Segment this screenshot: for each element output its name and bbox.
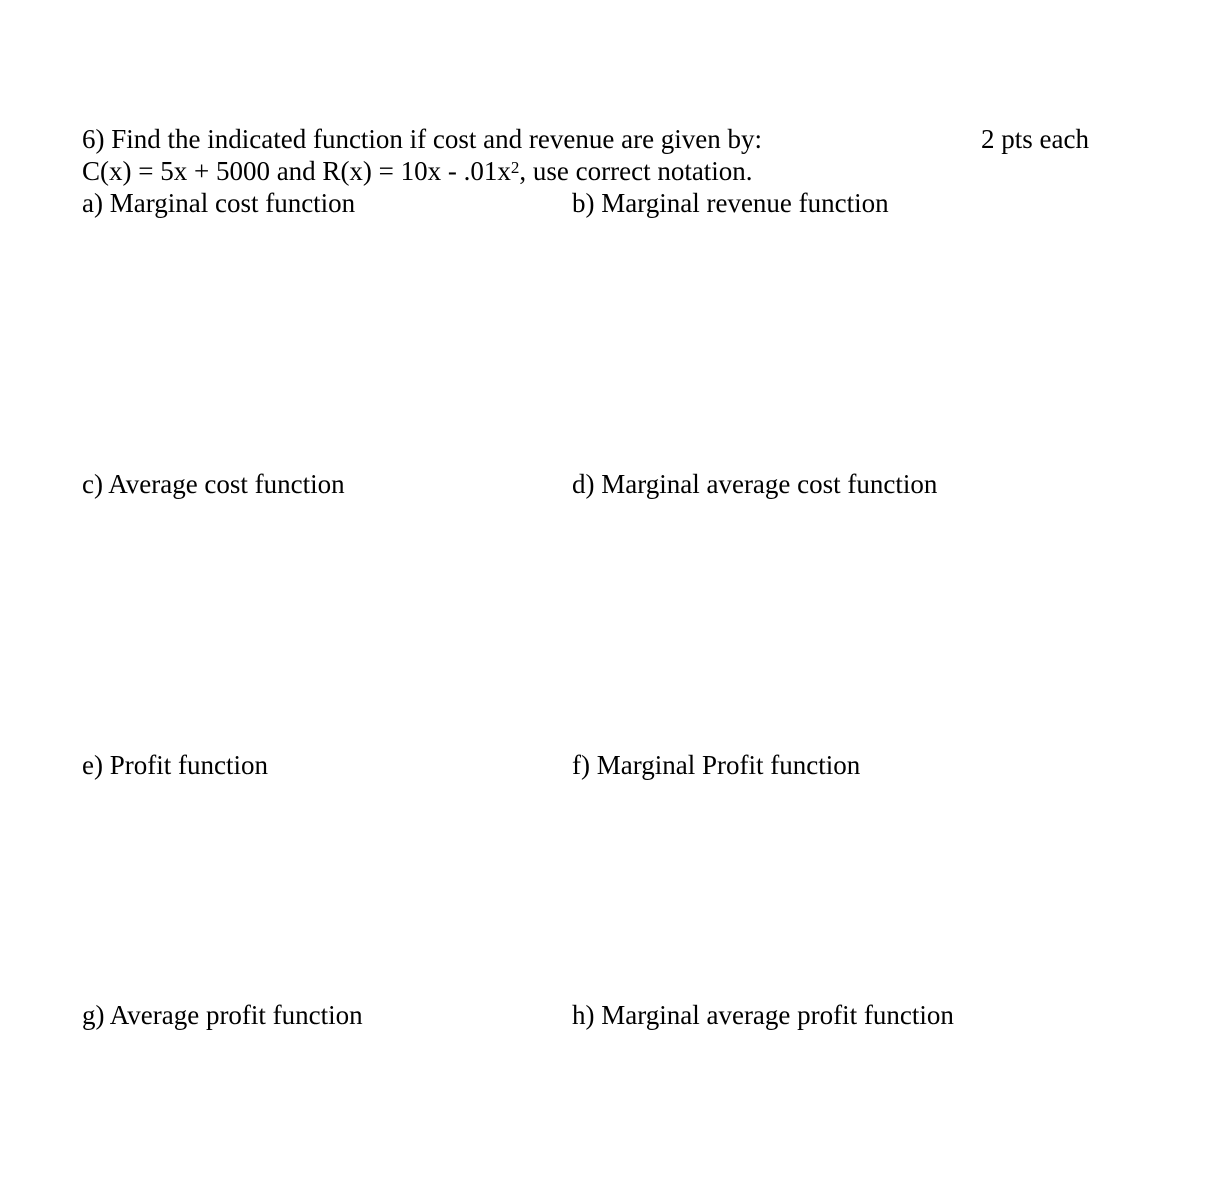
part-d-label: d) Marginal average cost function	[572, 469, 938, 499]
given-functions-prefix: C(x) = 5x + 5000 and R(x) = 10x - .01x	[82, 156, 511, 186]
given-functions-exponent: 2	[510, 158, 520, 177]
part-h-label: h) Marginal average profit function	[572, 1000, 954, 1030]
part-f-label: f) Marginal Profit function	[572, 750, 861, 780]
part-b-label: b) Marginal revenue function	[572, 188, 889, 218]
part-c-label: c) Average cost function	[82, 469, 345, 499]
problem-heading: 6) Find the indicated function if cost and revenue are given by:	[82, 124, 763, 154]
part-a-label: a) Marginal cost function	[82, 188, 356, 218]
points-label: 2 pts each	[981, 124, 1089, 154]
part-g-label: g) Average profit function	[82, 1000, 363, 1030]
part-e-label: e) Profit function	[82, 750, 268, 780]
given-functions	[82, 155, 753, 187]
given-functions-suffix: , use correct notation.	[519, 156, 753, 186]
